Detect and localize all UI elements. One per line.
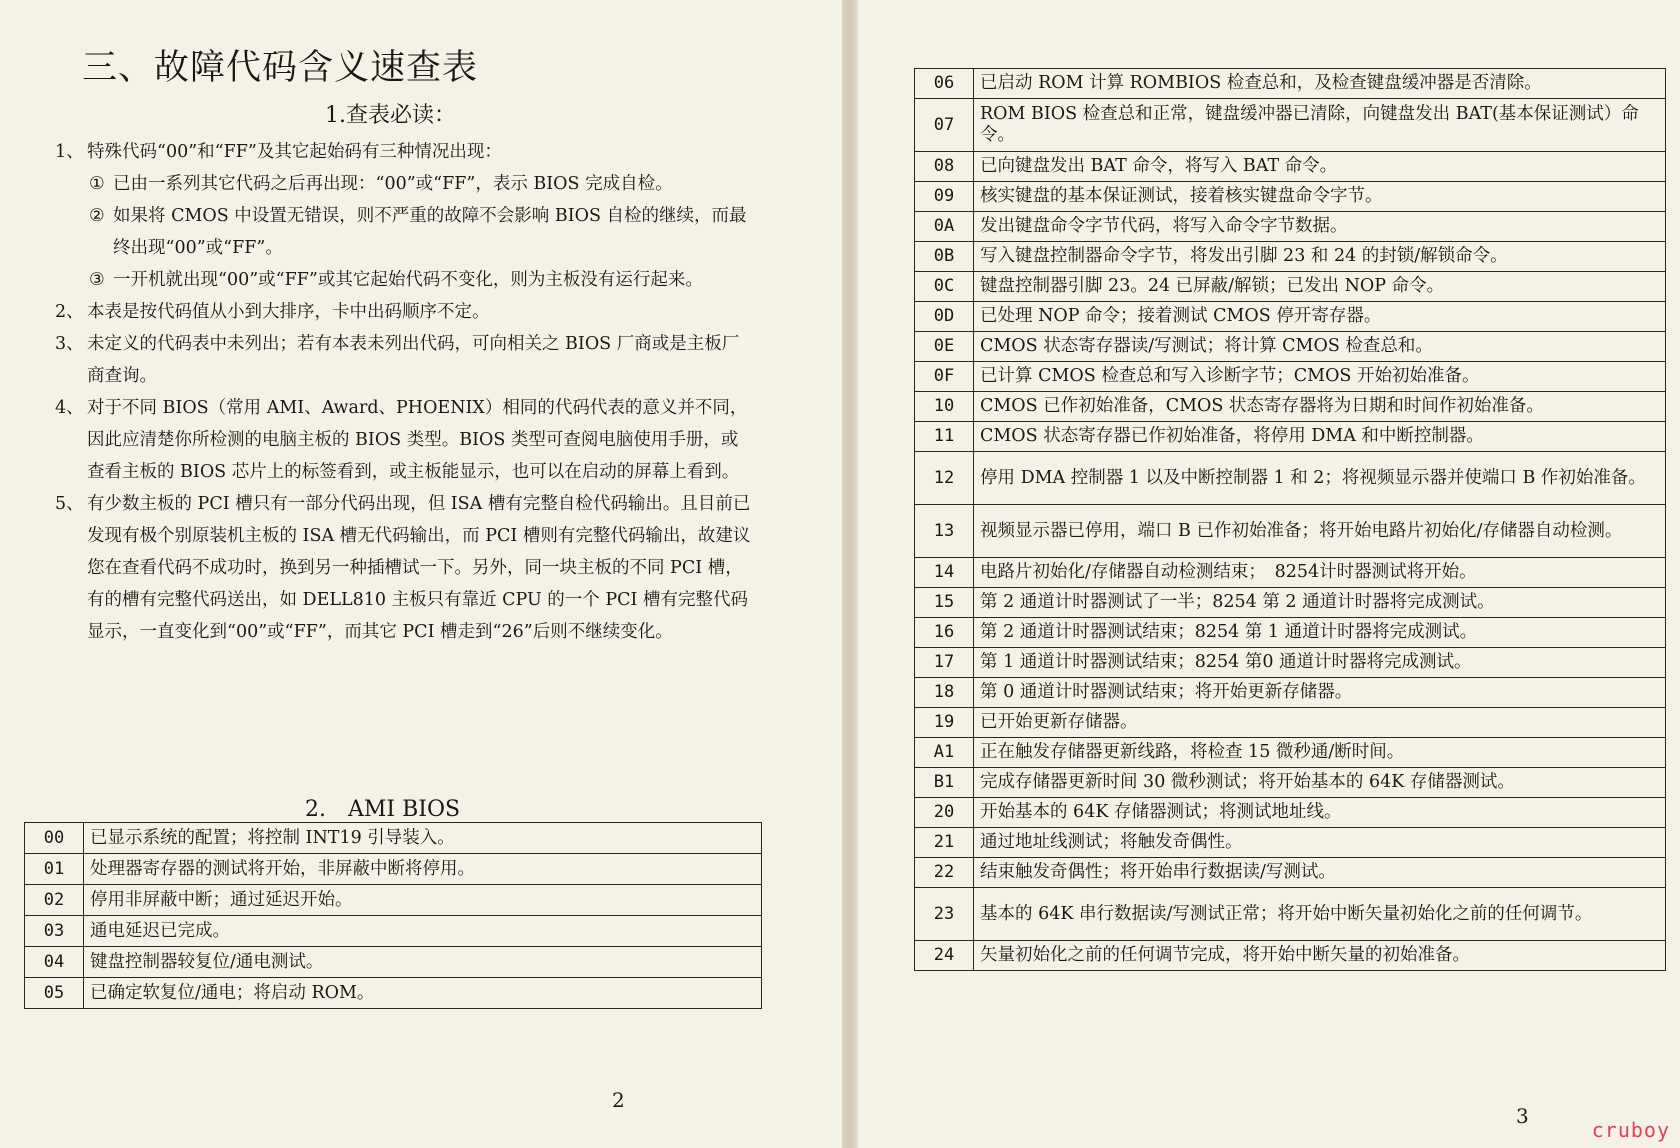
table-row <box>915 302 1666 332</box>
code-description: 已显示系统的配置；将控制 INT19 引导装入。 <box>84 823 762 854</box>
table-row <box>915 738 1666 768</box>
code-description: 结束触发奇偶性；将开始串行数据读/写测试。 <box>974 858 1666 888</box>
post-code: 23 <box>915 888 974 941</box>
page-title: 三、故障代码含义速查表 <box>82 48 479 88</box>
table-row <box>915 505 1666 558</box>
note-text: 对于不同 BIOS（常用 AMI、Award、PHOENIX）相同的代码代表的意义并不同，因此应清楚你所检测的电脑主板的 BIOS 类型。BIOS 类型可查阅电脑使用手册，或查看主板的 BIOS 芯片上的标签看到，或主板能显示，也可以在启动的屏幕上看到。 <box>87 398 748 482</box>
note-number: 2、 <box>55 302 84 322</box>
post-code: 06 <box>915 69 974 99</box>
post-code: 01 <box>25 854 84 885</box>
post-code: B1 <box>915 768 974 798</box>
ami-code-table-right <box>914 68 1666 971</box>
table-row <box>915 941 1666 971</box>
code-description: 第 2 通道计时器测试结束；8254 第 1 通道计时器将完成测试。 <box>974 618 1666 648</box>
table-row <box>915 588 1666 618</box>
code-description: 核实键盘的基本保证测试，接着核实键盘命令字节。 <box>974 182 1666 212</box>
table-row <box>915 888 1666 941</box>
book-spine <box>842 0 858 1148</box>
code-description: 处理器寄存器的测试将开始，非屏蔽中断将停用。 <box>84 854 762 885</box>
table-row <box>25 947 762 978</box>
page-number-left: 2 <box>612 1088 625 1112</box>
table-row <box>915 332 1666 362</box>
note-subitem <box>55 200 755 264</box>
code-description: 已处理 NOP 命令；接着测试 CMOS 停开寄存器。 <box>974 302 1666 332</box>
code-description: 已开始更新存储器。 <box>974 708 1666 738</box>
post-code: 14 <box>915 558 974 588</box>
code-description: 发出键盘命令字节代码，将写入命令字节数据。 <box>974 212 1666 242</box>
post-code: 0B <box>915 242 974 272</box>
code-description: 键盘控制器引脚 23。24 已屏蔽/解锁；已发出 NOP 命令。 <box>974 272 1666 302</box>
table-row <box>915 708 1666 738</box>
table-row <box>915 392 1666 422</box>
post-code: 16 <box>915 618 974 648</box>
note-number: 5、 <box>55 494 84 514</box>
section2-heading: 2. AMI BIOS <box>305 797 461 822</box>
note-number: ① <box>89 174 105 194</box>
table-row <box>25 854 762 885</box>
post-code: 0D <box>915 302 974 332</box>
post-code: 15 <box>915 588 974 618</box>
post-code: 09 <box>915 182 974 212</box>
code-description: 电路片初始化/存储器自动检测结束； 8254计时器测试将开始。 <box>974 558 1666 588</box>
notes-list <box>55 136 755 648</box>
code-description: 已启动 ROM 计算 ROMBIOS 检查总和，及检查键盘缓冲器是否清除。 <box>974 69 1666 99</box>
code-description: 已确定软复位/通电；将启动 ROM。 <box>84 978 762 1009</box>
note-number: 1、 <box>55 142 84 162</box>
post-code: 22 <box>915 858 974 888</box>
table-row <box>915 422 1666 452</box>
note-text: 一开机就出现“00”或“FF”或其它起始代码不变化，则为主板没有运行起来。 <box>113 270 703 290</box>
table-row <box>915 452 1666 505</box>
note-text: 特殊代码“00”和“FF”及其它起始码有三种情况出现： <box>87 142 502 162</box>
table-row <box>915 828 1666 858</box>
note-text: 如果将 CMOS 中设置无错误，则不严重的故障不会影响 BIOS 自检的继续，而最终出现“00”或“FF”。 <box>113 206 747 258</box>
table-row <box>915 558 1666 588</box>
table-row <box>915 618 1666 648</box>
table-row <box>915 272 1666 302</box>
note-item <box>55 136 755 168</box>
code-description: CMOS 已作初始准备，CMOS 状态寄存器将为日期和时间作初始准备。 <box>974 392 1666 422</box>
table-row <box>915 648 1666 678</box>
code-description: ROM BIOS 检查总和正常，键盘缓冲器已清除，向键盘发出 BAT(基本保证测试）命令。 <box>974 99 1666 152</box>
code-description: 第 2 通道计时器测试了一半；8254 第 2 通道计时器将完成测试。 <box>974 588 1666 618</box>
post-code: A1 <box>915 738 974 768</box>
code-description: 键盘控制器较复位/通电测试。 <box>84 947 762 978</box>
post-code: 12 <box>915 452 974 505</box>
post-code: 24 <box>915 941 974 971</box>
section1-heading: 1.查表必读： <box>325 103 456 128</box>
note-text: 有少数主板的 PCI 槽只有一部分代码出现，但 ISA 槽有完整自检代码输出。且目前已发现有极个别原装机主板的 ISA 槽无代码输出，而 PCI 槽则有完整代码输出，故建议您在查看代码不成功时，换到另一种插槽试一下。另外，同一块主板的不同 PCI 槽，有的槽有完整代码送出，如 DELL810 主板只有靠近 CPU 的一个 PCI 槽有完整代码显示，一直变化到“00”或“FF”，而其它 PCI 槽走到“26”后则不继续变化。 <box>87 494 751 642</box>
post-code: 13 <box>915 505 974 558</box>
table-row <box>915 182 1666 212</box>
note-text: 未定义的代码表中未列出；若有本表未列出代码，可向相关之 BIOS 厂商或是主板厂商查询。 <box>87 334 740 386</box>
post-code: 02 <box>25 885 84 916</box>
table-row <box>915 678 1666 708</box>
table-row <box>25 823 762 854</box>
note-subitem <box>55 264 755 296</box>
post-code: 11 <box>915 422 974 452</box>
post-code: 17 <box>915 648 974 678</box>
post-code: 03 <box>25 916 84 947</box>
post-code: 07 <box>915 99 974 152</box>
code-description: 第 1 通道计时器测试结束；8254 第0 通道计时器将完成测试。 <box>974 648 1666 678</box>
note-number: 4、 <box>55 398 84 418</box>
code-description: 视频显示器已停用，端口 B 已作初始准备；将开始电路片初始化/存储器自动检测。 <box>974 505 1666 558</box>
post-code: 0F <box>915 362 974 392</box>
post-code: 08 <box>915 152 974 182</box>
code-description: 通过地址线测试；将触发奇偶性。 <box>974 828 1666 858</box>
code-description: 停用 DMA 控制器 1 以及中断控制器 1 和 2；将视频显示器并使端口 B 作初始准备。 <box>974 452 1666 505</box>
code-description: 通电延迟已完成。 <box>84 916 762 947</box>
watermark: cruboy <box>1591 1118 1670 1142</box>
post-code: 10 <box>915 392 974 422</box>
post-code: 04 <box>25 947 84 978</box>
note-number: ② <box>89 206 105 226</box>
table-row <box>915 362 1666 392</box>
note-item <box>55 392 755 488</box>
table-row <box>915 152 1666 182</box>
note-item <box>55 328 755 392</box>
table-row <box>915 212 1666 242</box>
post-code: 18 <box>915 678 974 708</box>
code-description: 写入键盘控制器命令字节，将发出引脚 23 和 24 的封锁/解锁命令。 <box>974 242 1666 272</box>
code-description: CMOS 状态寄存器已作初始准备，将停用 DMA 和中断控制器。 <box>974 422 1666 452</box>
ami-code-table-left <box>24 822 762 1009</box>
table-row <box>915 242 1666 272</box>
code-description: 已向键盘发出 BAT 命令，将写入 BAT 命令。 <box>974 152 1666 182</box>
code-description: CMOS 状态寄存器读/写测试；将计算 CMOS 检查总和。 <box>974 332 1666 362</box>
table-row <box>915 768 1666 798</box>
note-text: 本表是按代码值从小到大排序，卡中出码顺序不定。 <box>87 302 490 322</box>
table-row <box>915 858 1666 888</box>
code-description: 矢量初始化之前的任何调节完成，将开始中断矢量的初始准备。 <box>974 941 1666 971</box>
code-description: 基本的 64K 串行数据读/写测试正常；将开始中断矢量初始化之前的任何调节。 <box>974 888 1666 941</box>
post-code: 21 <box>915 828 974 858</box>
page-number-right: 3 <box>1516 1104 1529 1128</box>
note-text: 已由一系列其它代码之后再出现：“00”或“FF”，表示 BIOS 完成自检。 <box>113 174 673 194</box>
post-code: 20 <box>915 798 974 828</box>
post-code: 0C <box>915 272 974 302</box>
note-subitem <box>55 168 755 200</box>
table-row <box>915 99 1666 152</box>
code-description: 开始基本的 64K 存储器测试；将测试地址线。 <box>974 798 1666 828</box>
note-item <box>55 488 755 648</box>
code-description: 正在触发存储器更新线路，将检查 15 微秒通/断时间。 <box>974 738 1666 768</box>
table-row <box>915 69 1666 99</box>
post-code: 05 <box>25 978 84 1009</box>
note-item <box>55 296 755 328</box>
table-row <box>25 978 762 1009</box>
table-row <box>25 916 762 947</box>
table-row <box>25 885 762 916</box>
note-number: ③ <box>89 270 105 290</box>
post-code: 0E <box>915 332 974 362</box>
code-description: 已计算 CMOS 检查总和写入诊断字节；CMOS 开始初始准备。 <box>974 362 1666 392</box>
code-description: 完成存储器更新时间 30 微秒测试；将开始基本的 64K 存储器测试。 <box>974 768 1666 798</box>
table-row <box>915 798 1666 828</box>
post-code: 00 <box>25 823 84 854</box>
code-description: 停用非屏蔽中断；通过延迟开始。 <box>84 885 762 916</box>
code-description: 第 0 通道计时器测试结束；将开始更新存储器。 <box>974 678 1666 708</box>
note-number: 3、 <box>55 334 84 354</box>
post-code: 19 <box>915 708 974 738</box>
post-code: 0A <box>915 212 974 242</box>
